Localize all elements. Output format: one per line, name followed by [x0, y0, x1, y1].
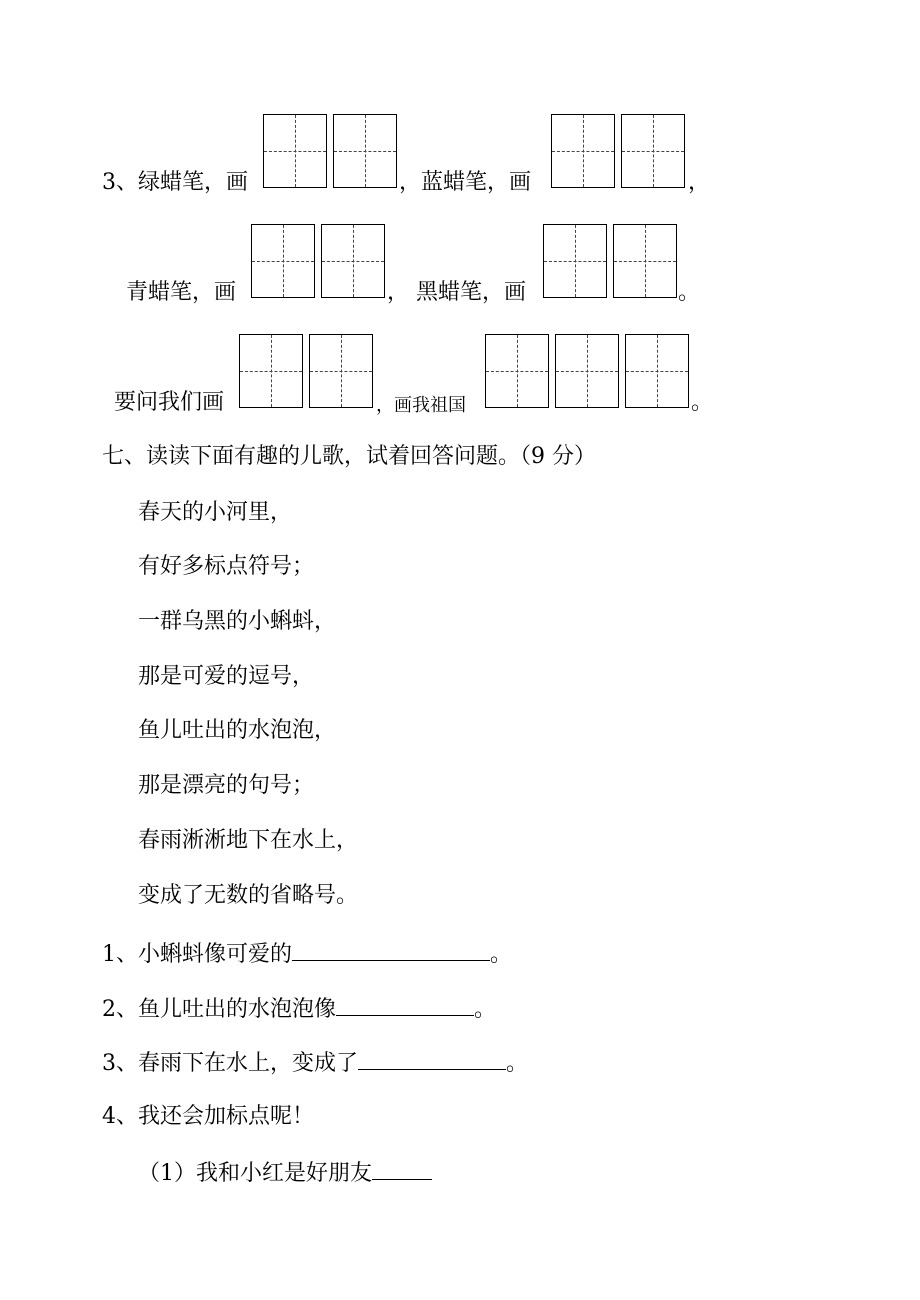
- question-text: 3、春雨下在水上，变成了: [102, 1051, 358, 1076]
- writing-grid-box[interactable]: [543, 224, 607, 298]
- writing-grid-box[interactable]: [333, 114, 397, 188]
- writing-grid-box[interactable]: [251, 224, 315, 298]
- poem-line: 春雨淅淅地下在水上，: [138, 828, 359, 853]
- poem-line: 那是漂亮的句号；: [138, 773, 315, 798]
- row3-end: 。: [691, 390, 714, 415]
- writing-grid-box[interactable]: [321, 224, 385, 298]
- row2-prefix: 青蜡笔，画: [126, 280, 237, 305]
- poem-line: 一群乌黑的小蝌蚪，: [138, 609, 337, 634]
- row1-mid: ，蓝蜡笔，画: [399, 170, 532, 195]
- poem-line: 春天的小河里，: [138, 500, 293, 525]
- question-text: 1、小蝌蚪像可爱的: [102, 942, 292, 967]
- answer-blank[interactable]: [358, 1047, 506, 1070]
- writing-grid-box[interactable]: [555, 334, 619, 408]
- writing-grid-box[interactable]: [309, 334, 373, 408]
- sub-question-1: [138, 1157, 432, 1189]
- question-text: 2、鱼儿吐出的水泡泡像: [102, 997, 336, 1022]
- row1-prefix: 3、绿蜡笔，画: [102, 170, 248, 195]
- question-end: 。: [474, 997, 497, 1022]
- writing-grid-box[interactable]: [551, 114, 615, 188]
- writing-grid-box[interactable]: [621, 114, 685, 188]
- question-end: 。: [506, 1051, 529, 1076]
- answer-blank[interactable]: [336, 993, 474, 1016]
- poem-line: 鱼儿吐出的水泡泡，: [138, 718, 337, 743]
- row3-prefix: 要问我们画: [114, 390, 225, 415]
- sub-question-text: （1）我和小红是好朋友: [138, 1161, 372, 1186]
- row2-mid: ， 黑蜡笔，画: [387, 280, 526, 305]
- question-2: [102, 993, 496, 1025]
- poem-line: 变成了无数的省略号。: [138, 883, 359, 908]
- poem-line: 那是可爱的逗号，: [138, 664, 315, 689]
- question-4: [102, 1102, 314, 1132]
- writing-grid-box[interactable]: [613, 224, 677, 298]
- row3-mid: ，画我祖国: [376, 395, 466, 416]
- writing-grid-box[interactable]: [485, 334, 549, 408]
- poem-line: 有好多标点符号；: [138, 554, 315, 579]
- question-3: [102, 1047, 528, 1079]
- writing-grid-box[interactable]: [263, 114, 327, 188]
- question-end: 。: [490, 942, 513, 967]
- question-1: [102, 938, 512, 970]
- row1-end: ，: [688, 170, 711, 195]
- question-text: 4、我还会加标点呢！: [102, 1104, 314, 1129]
- answer-blank[interactable]: [372, 1157, 432, 1180]
- section-title: 七、读读下面有趣的儿歌，试着回答问题。（9 分）: [102, 444, 596, 469]
- writing-grid-box[interactable]: [625, 334, 689, 408]
- answer-blank[interactable]: [292, 938, 490, 961]
- row2-end: 。: [678, 280, 701, 305]
- writing-grid-box[interactable]: [239, 334, 303, 408]
